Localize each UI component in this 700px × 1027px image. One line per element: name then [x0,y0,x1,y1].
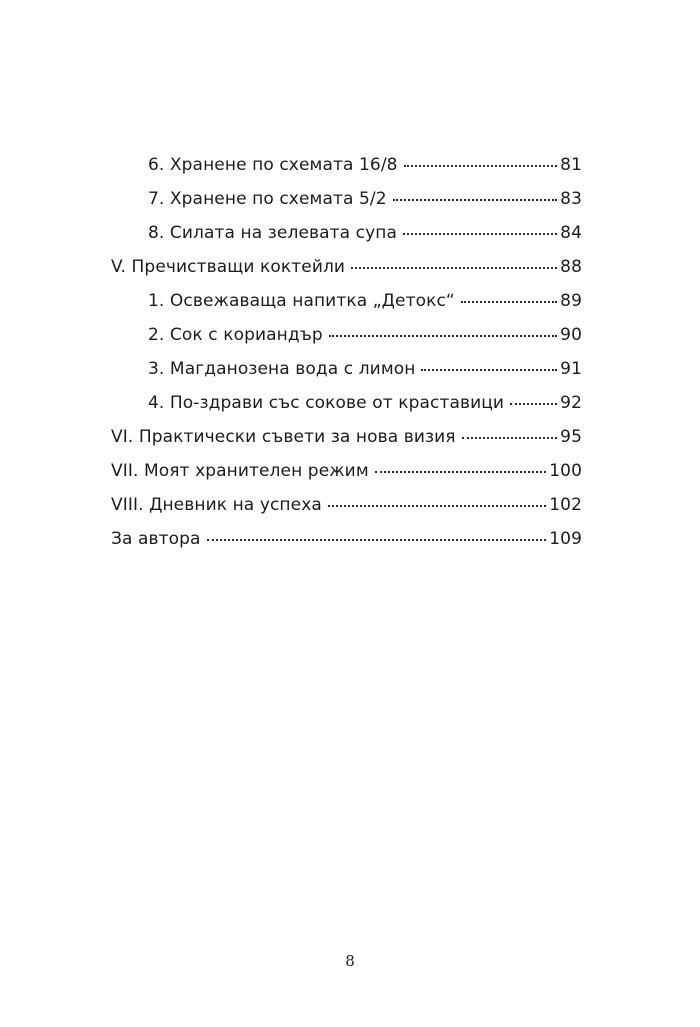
page-number: 8 [345,952,355,970]
dot-leader [351,266,557,269]
toc-entry [111,488,582,522]
toc-entry-title: 8. Силата на зелевата супа [148,223,398,243]
dot-leader [461,300,557,303]
toc-entry [111,250,582,284]
toc-entry-title: За автора [111,529,201,549]
toc-entry-page: 84 [560,223,582,243]
dot-leader [403,232,557,235]
toc-entry-page: 88 [560,257,582,277]
toc-entry-page: 90 [560,325,582,345]
toc-entry-page: 109 [549,529,582,549]
dot-leader [207,538,547,541]
dot-leader [510,402,557,405]
toc-entry-page: 89 [560,291,582,311]
toc-entry-title: VII. Моят хранителен режим [111,461,369,481]
dot-leader [404,164,558,167]
toc-entry [111,454,582,488]
toc-entry [148,318,582,352]
toc-entry-title: 3. Магданозена вода с лимон [148,359,416,379]
toc-entry-title: VI. Практически съвети за нова визия [111,427,456,447]
toc-entry-page: 95 [560,427,582,447]
dot-leader [329,334,557,337]
toc-entry-title: 6. Хранене по схемата 16/8 [148,155,398,175]
toc-entry-title: 4. По-здрави със сокове от краставици [148,393,505,413]
toc-entry-page: 100 [549,461,582,481]
toc-entry [111,522,582,556]
toc-entry-title: VIII. Дневник на успеха [111,495,322,515]
dot-leader [393,198,558,201]
dot-leader [421,368,557,371]
toc-entry-page: 91 [560,359,582,379]
toc-entry-title: 2. Сок с кориандър [148,325,323,345]
toc-entry-title: V. Пречистващи коктейли [111,257,346,277]
toc-entry-page: 83 [560,189,582,209]
toc-entry [148,148,582,182]
dot-leader [328,504,546,507]
dot-leader [375,470,547,473]
toc-entry-page: 81 [560,155,582,175]
toc-entry [148,216,582,250]
toc-entry [148,386,582,420]
toc-entry [148,352,582,386]
toc-entry-page: 102 [549,495,582,515]
toc-entry-title: 1. Освежаваща напитка „Детокс“ [148,291,455,311]
toc-entry-page: 92 [560,393,582,413]
toc-entry [111,420,582,454]
toc-entry [148,182,582,216]
toc-entry [148,284,582,318]
dot-leader [462,436,558,439]
toc-entry-title: 7. Хранене по схемата 5/2 [148,189,387,209]
